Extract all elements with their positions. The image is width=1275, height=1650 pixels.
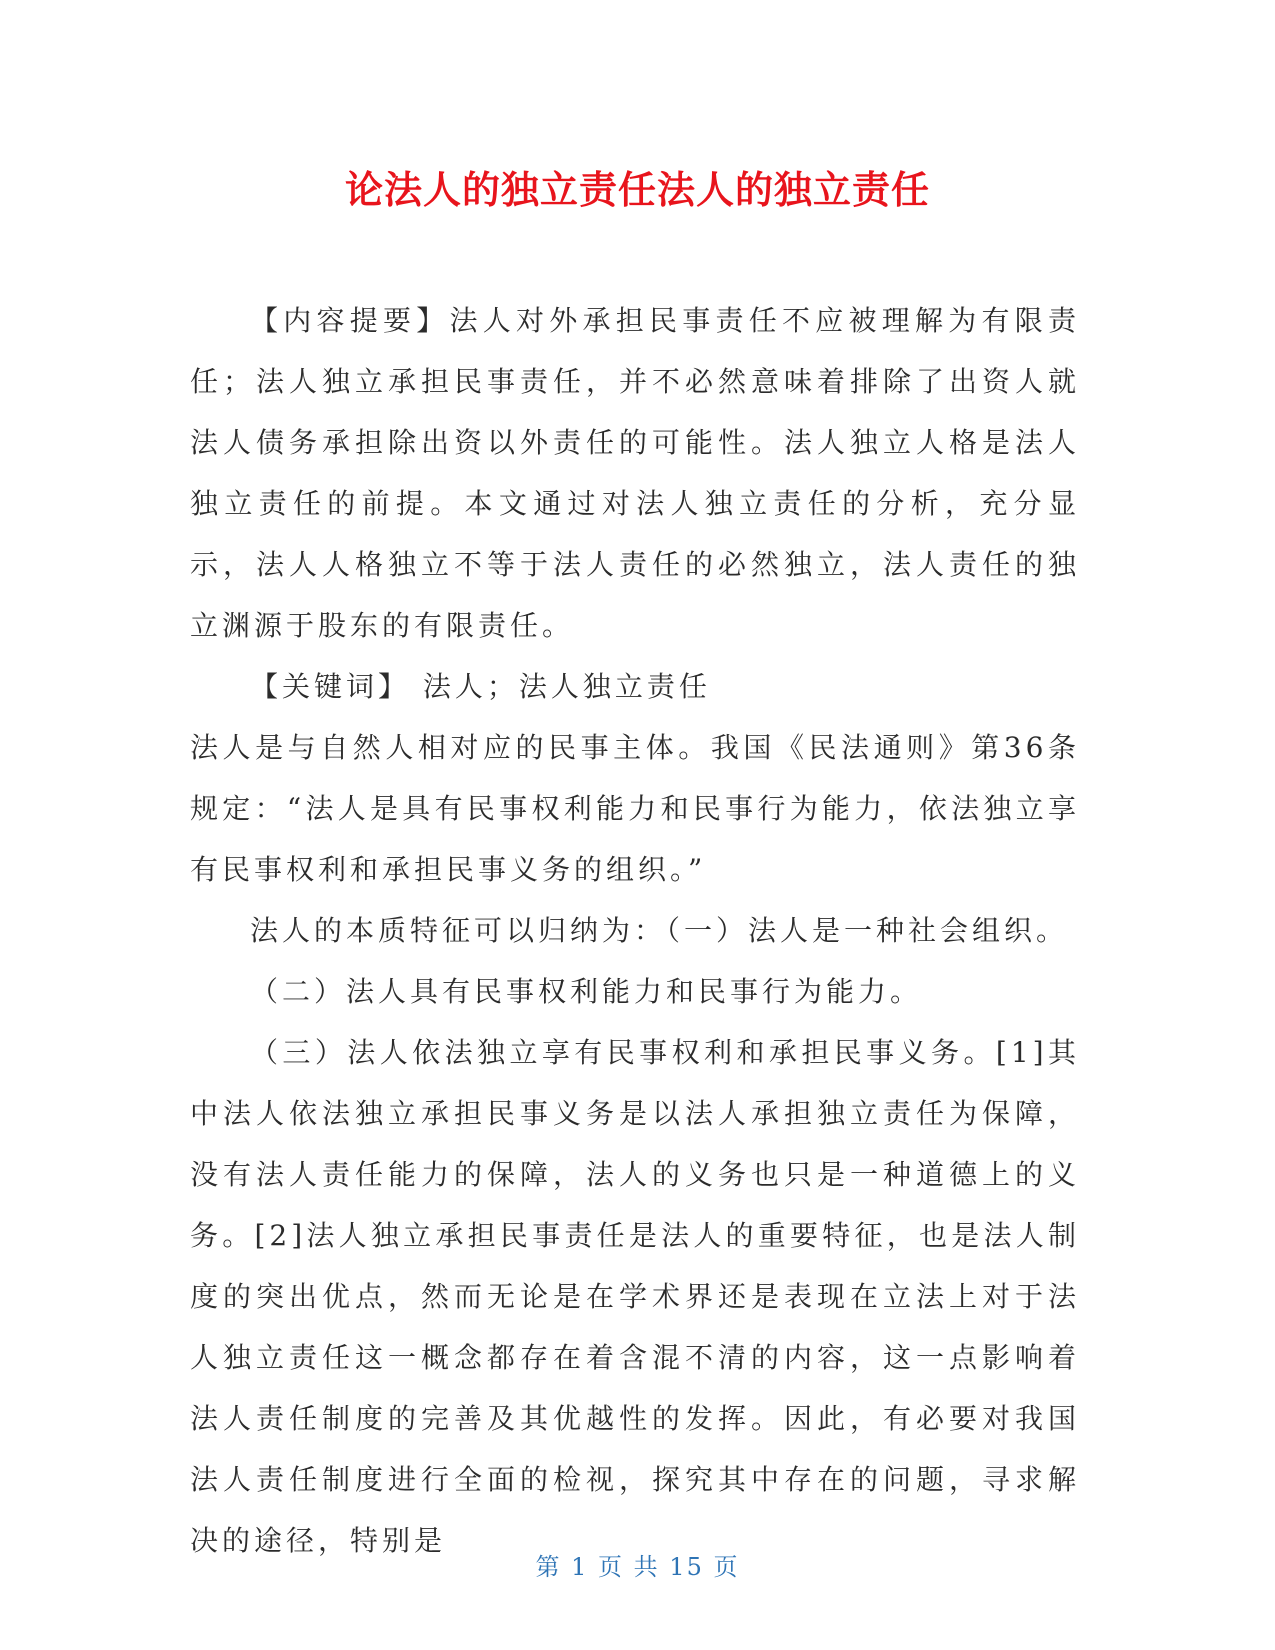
document-body — [190, 290, 1080, 1571]
page-footer: 第 1 页 共 15 页 — [535, 1553, 740, 1581]
keywords-paragraph: 【关键词】 法人；法人独立责任 — [250, 670, 711, 703]
body-paragraph-feature-2: （二）法人具有民事权利能力和民事行为能力。 — [250, 975, 923, 1008]
body-paragraph-definition: 法人是与自然人相对应的民事主体。我国《民法通则》第36条规定：“法人是具有民事权利能力和民事行为能力，依法独立享有民事权利和承担民事义务的组织。” — [190, 731, 1080, 886]
document-title: 论法人的独立责任法人的独立责任 — [344, 168, 930, 212]
abstract-paragraph: 【内容提要】法人对外承担民事责任不应被理解为有限责任；法人独立承担民事责任，并不必然意味着排除了出资人就法人债务承担除出资以外责任的可能性。法人独立人格是法人独立责任的前提。本文通过对法人独立责任的分析，充分显示，法人人格独立不等于法人责任的必然独立，法人责任的独立渊源于股东的有限责任。 — [190, 304, 1080, 642]
body-paragraph-features: 法人的本质特征可以归纳为：（一）法人是一种社会组织。 — [250, 914, 1069, 947]
body-paragraph-feature-3: （三）法人依法独立享有民事权利和承担民事义务。[1]其中法人依法独立承担民事义务是以法人承担独立责任为保障，没有法人责任能力的保障，法人的义务也只是一种道德上的义务。[2]法人独立承担民事责任是法人的重要特征，也是法人制度的突出优点，然而无论是在学术界还是表现在立法上对于法人独立责任这一概念都存在着含混不清的内容，这一点影响着法人责任制度的完善及其优越性的发挥。因此，有必要对我国法人责任制度进行全面的检视，探究其中存在的问题，寻求解决的途径，特别是 — [190, 1036, 1080, 1557]
